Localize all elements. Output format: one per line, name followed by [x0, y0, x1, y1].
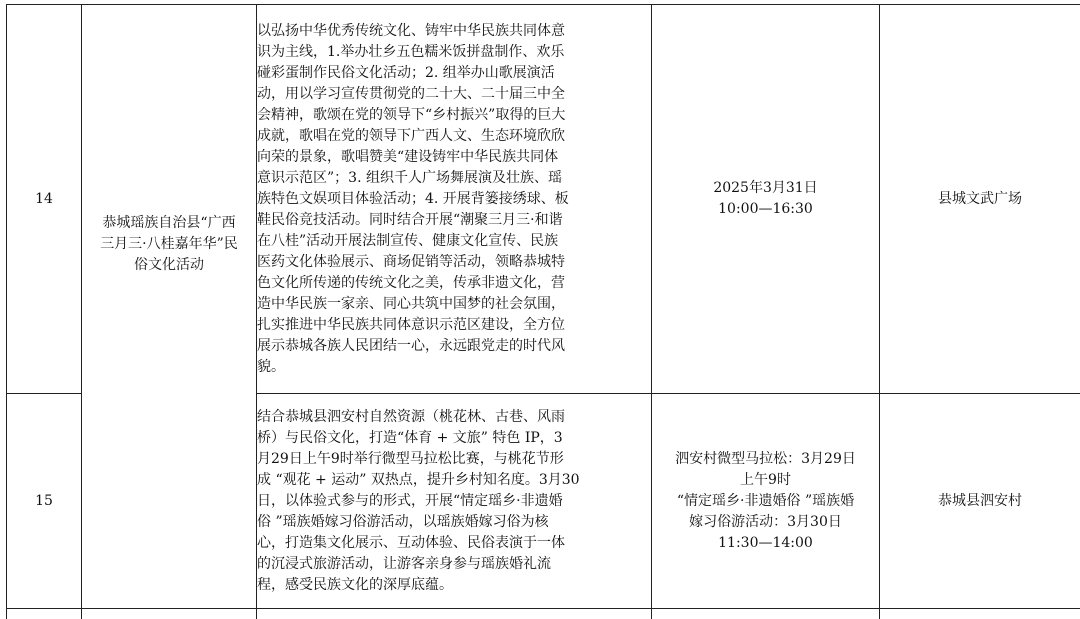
event-name-line: 三月三·八桂嘉年华”民 [82, 234, 256, 255]
content-line: 向荣的景象，歌唱赞美“建设铸牢中华民族共同体 [257, 147, 651, 168]
content-line: 成 “观花 + 运动” 双热点，提升乡村知名度。3月30 [257, 470, 651, 491]
event-name-line: 恭城瑶族自治县“广西 [82, 213, 256, 234]
time-line: 上午9时 [652, 470, 879, 491]
content-line: 碰彩蛋制作民俗文化活动；2. 组举办山歌展演活 [257, 63, 651, 84]
content-line: 程，感受民族文化的深厚底蕴。 [257, 575, 651, 596]
time-line: 泗安村微型马拉松：3月29日 [652, 449, 879, 470]
event-number: 14 [7, 5, 82, 394]
content-line: 桥）与民俗文化，打造“体育 + 文旅” 特色 IP，3 [257, 428, 651, 449]
content-line: 在八桂”活动开展法制宣传、健康文化宣传、民族 [257, 231, 651, 252]
table-cell [880, 609, 1080, 619]
content-line: 以弘扬中华优秀传统文化、铸牢中华民族共同体意 [257, 21, 651, 42]
content-line: 造中华民族一家亲、同心共筑中国梦的社会氛围， [257, 294, 651, 315]
event-name [82, 5, 257, 609]
table-row [7, 609, 1080, 619]
content-line: 的沉浸式旅游活动，让游客亲身参与瑶族婚礼流 [257, 554, 651, 575]
content-line: 色文化所传递的传统文化之美，传承非遗文化，营 [257, 273, 651, 294]
event-number: 15 [7, 394, 82, 609]
content-line: 扎实推进中华民族共同体意识示范区建设，全方位 [257, 315, 651, 336]
content-line: 貌。 [257, 357, 651, 378]
content-line: 结合恭城县泗安村自然资源（桃花林、古巷、风雨 [257, 407, 651, 428]
content-line: 医药文化体验展示、商场促销等活动，领略恭城特 [257, 252, 651, 273]
event-time [652, 5, 880, 394]
content-line: 会精神，歌颂在党的领导下“乡村振兴”取得的巨大 [257, 105, 651, 126]
table-cell [7, 609, 82, 619]
content-line: 成就，歌唱在党的领导下广西人文、生态环境欣欣 [257, 126, 651, 147]
event-location: 恭城县泗安村 [880, 394, 1080, 609]
event-content [257, 394, 652, 609]
content-line: 动，用以学习宣传贯彻党的二十大、二十届三中全 [257, 84, 651, 105]
event-location: 县城文武广场 [880, 5, 1080, 394]
content-line: 意识示范区”；3. 组织千人广场舞展演及壮族、瑶 [257, 168, 651, 189]
event-name-line: 俗文化活动 [82, 255, 256, 276]
content-line: 鞋民俗竞技活动。同时结合开展“潮聚三月三·和谐 [257, 210, 651, 231]
content-line: 族特色文娱项目体验活动；4. 开展背篓接绣球、板 [257, 189, 651, 210]
table-row [7, 5, 1080, 394]
content-line: 展示恭城各族人民团结一心，永远跟党走的时代风 [257, 336, 651, 357]
time-line: 2025年3月31日 [652, 178, 879, 199]
table-cell [82, 609, 257, 619]
content-line: 日，以体验式参与的形式，开展“情定瑶乡·非遗婚 [257, 491, 651, 512]
table-cell [257, 609, 652, 619]
event-content [257, 5, 652, 394]
time-line: 嫁习俗游活动：3月30日 [652, 512, 879, 533]
content-line: 心，打造集文化展示、互动体验、民俗表演于一体 [257, 533, 651, 554]
time-line: “情定瑶乡·非遗婚俗 ”瑶族婚 [652, 491, 879, 512]
content-line: 月29日上午9时举行微型马拉松比赛，与桃花节形 [257, 449, 651, 470]
time-line: 11:30—14:00 [652, 533, 879, 554]
events-table [6, 4, 1080, 619]
time-line: 10:00—16:30 [652, 199, 879, 220]
event-time [652, 394, 880, 609]
content-line: 识为主线，1.举办壮乡五色糯米饭拼盘制作、欢乐 [257, 42, 651, 63]
content-line: 俗 ”瑶族婚嫁习俗游活动，以瑶族婚嫁习俗为核 [257, 512, 651, 533]
table-cell [652, 609, 880, 619]
